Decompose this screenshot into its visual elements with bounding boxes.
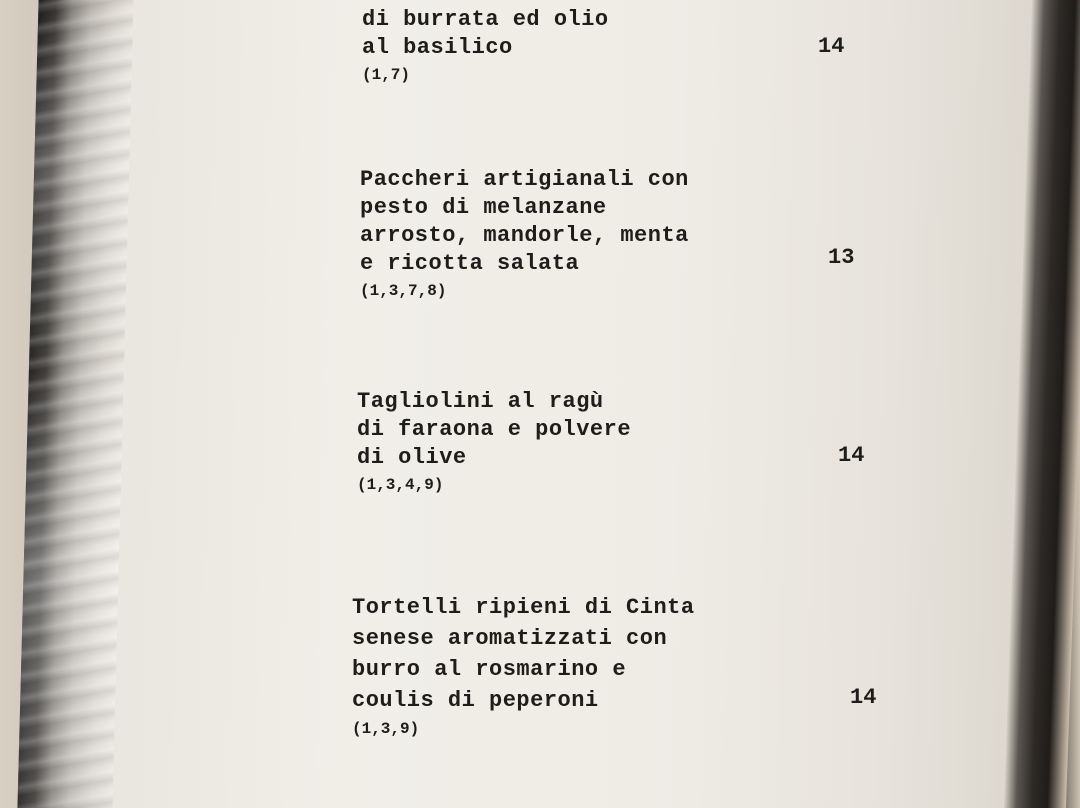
dish-line: al basilico [362,35,513,60]
allergen-codes: (1,3,4,9) [357,476,444,494]
dish-price: 14 [818,34,845,59]
dish-line: coulis di peperoni [352,688,599,713]
dish-line: burro al rosmarino e [352,657,627,682]
allergen-codes: (1,3,7,8) [360,282,447,300]
dish-line: arrosto, mandorle, menta [360,223,689,248]
dish-price: 13 [828,245,855,270]
dish-line: Tagliolini al ragù [357,389,604,414]
dish-line: di faraona e polvere [357,417,632,442]
allergen-codes: (1,7) [362,66,411,84]
dish-line: senese aromatizzati con [352,626,668,651]
allergen-codes: (1,3,9) [352,720,420,738]
dish-line: Tortelli ripieni di Cinta [352,595,695,620]
dish-line: di burrata ed olio [362,7,609,32]
dish-price: 14 [838,443,865,468]
dish-line: Paccheri artigianali con [360,167,689,192]
menu-item [362,6,609,86]
menu-item [360,166,689,302]
dish-line: di olive [357,445,467,470]
dish-price: 14 [850,685,877,710]
menu-item [357,388,631,496]
dish-line: e ricotta salata [360,251,580,276]
dish-line: pesto di melanzane [360,195,607,220]
menu-item [352,592,695,740]
